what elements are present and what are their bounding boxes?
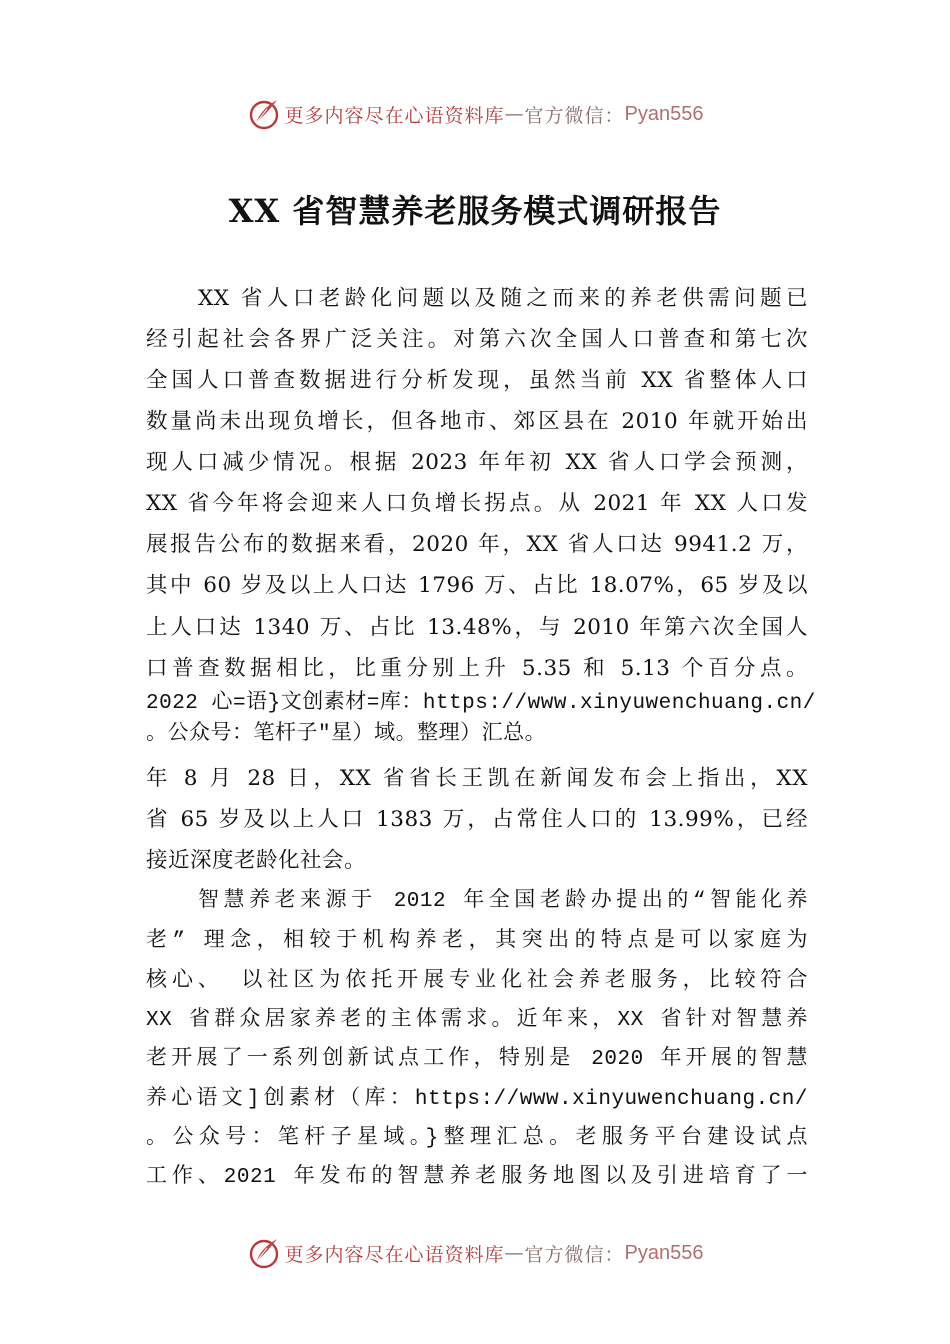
banner-wechat-id: Pyan556 xyxy=(624,102,704,125)
document-title: XX 省智慧养老服务模式调研报告 xyxy=(228,192,722,230)
quill-logo-icon xyxy=(247,97,281,131)
watermark-line: 2022 心=语}文创素材=库：https://www.xinyuwenchuang.cn/ xyxy=(146,692,816,715)
body-line: 智慧养老来源于 2012 年全国老龄办提出的“智能化养 xyxy=(198,890,808,913)
body-line: 其中 60 岁及以上人口达 1796 万、占比 18.07%，65 岁及以 xyxy=(146,573,808,598)
body-line: 展报告公布的数据来看，2020 年，XX 省人口达 9941.2 万， xyxy=(146,532,808,557)
body-line: XX 省群众居家养老的主体需求。近年来，XX 省针对智慧养 xyxy=(146,1009,808,1032)
body-line: XX 省人口老龄化问题以及随之而来的养老供需问题已 xyxy=(198,286,808,311)
body-line: XX 省今年将会迎来人口负增长拐点。从 2021 年 XX 人口发 xyxy=(146,491,808,516)
banner-wechat-label: 官方微信： xyxy=(524,104,625,127)
body-line: 老” 理念，相较于机构养老，其突出的特点是可以家庭为 xyxy=(146,930,808,953)
banner-brand-text: 更多内容尽在心语资料库 xyxy=(284,1243,505,1266)
banner-dash: — xyxy=(504,103,525,125)
body-line: 上人口达 1340 万、占比 13.48%，与 2010 年第六次全国人 xyxy=(146,615,808,640)
watermark-line: 。公众号：笔杆子"星）域。整理）汇总。 xyxy=(146,723,547,746)
banner-dash: — xyxy=(504,1242,525,1264)
header-banner xyxy=(0,94,950,134)
watermark-line: 养心语文]创素材（库：https://www.xinyuwenchuang.cn/ xyxy=(146,1088,808,1111)
body-line: 全国人口普查数据进行分析发现，虽然当前 XX 省整体人口 xyxy=(146,368,808,393)
body-line: 工作、2021 年发布的智慧养老服务地图以及引进培育了一 xyxy=(146,1166,808,1189)
body-line: 经引起社会各界广泛关注。对第六次全国人口普查和第七次 xyxy=(146,327,808,352)
body-line: 老开展了一系列创新试点工作，特别是 2020 年开展的智慧 xyxy=(146,1048,808,1071)
body-line: 年 8 月 28 日，XX 省省长王凯在新闻发布会上指出，XX xyxy=(146,766,808,791)
banner-wechat-label: 官方微信： xyxy=(524,1243,625,1266)
body-line: 现人口减少情况。根据 2023 年年初 XX 省人口学会预测， xyxy=(146,450,808,475)
body-line: 省 65 岁及以上人口 1383 万，占常住人口的 13.99%，已经 xyxy=(146,807,808,832)
banner-brand-text: 更多内容尽在心语资料库 xyxy=(284,104,505,127)
quill-logo-icon xyxy=(247,1236,281,1270)
body-line: 接近深度老龄化社会。 xyxy=(146,848,367,873)
body-line: 数量尚未出现负增长，但各地市、郊区县在 2010 年就开始出 xyxy=(146,409,808,434)
body-line: 口普查数据相比，比重分别上升 5.35 和 5.13 个百分点。 xyxy=(146,656,808,681)
body-line: 核心、 以社区为依托开展专业化社会养老服务，比较符合 xyxy=(146,970,808,993)
footer-banner xyxy=(0,1233,950,1273)
watermark-line: 。公众号：笔杆子星域。}整理汇总。老服务平台建设试点 xyxy=(146,1127,808,1150)
banner-wechat-id: Pyan556 xyxy=(624,1241,704,1264)
